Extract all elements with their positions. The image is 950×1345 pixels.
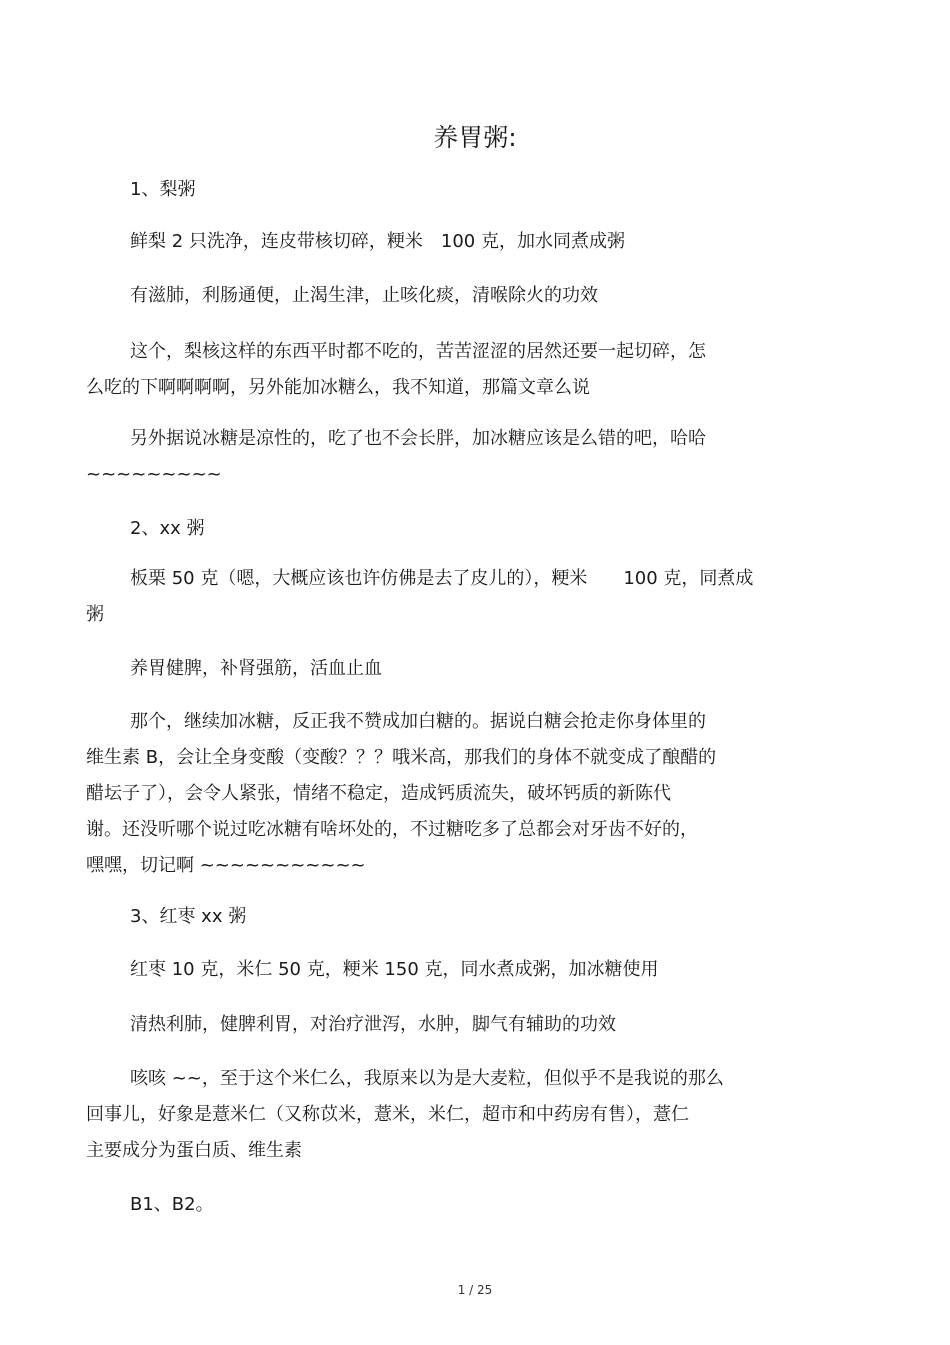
comment-3: 咳咳 ~~，至于这个米仁么，我原来以为是大麦粒，但似乎不是我说的那么 回事儿，好象是薏米仁（又称苡米，薏米，米仁，超市和中药房有售），薏仁 主要成分为蛋白质、维生素 xyxy=(86,1068,724,1161)
section-heading-1: 1、梨粥 xyxy=(130,179,196,200)
effect-3: 清热利肺，健脾利胃，对治疗泄泻，水肿，脚气有辅助的功效 xyxy=(130,1014,616,1035)
section-heading-3: 3、红枣 xx 粥 xyxy=(130,906,247,927)
comment-1: 这个，梨核这样的东西平时都不吃的，苦苦涩涩的居然还要一起切碎，怎 么吃的下啊啊啊啊，另外能加冰糖么，我不知道，那篇文章么说 xyxy=(86,341,706,398)
recipe-3: 红枣 10 克，米仁 50 克，粳米 150 克，同水煮成粥，加冰糖使用 xyxy=(130,959,659,980)
section-heading-2: 2、xx 粥 xyxy=(130,518,205,539)
recipe-2: 板栗 50 克（嗯，大概应该也许仿佛是去了皮儿的），粳米 100 克，同煮成 粥 xyxy=(86,568,754,625)
recipe-1: 鲜梨 2 只洗净，连皮带核切碎，粳米 100 克，加水同煮成粥 xyxy=(130,231,625,252)
comment-2: 那个，继续加冰糖，反正我不赞成加白糖的。据说白糖会抢走你身体里的 维生素 B，会让全身变酸（变酸？？？哦米高，那我们的身体不就变成了酿醋的 醋坛子了），会令人紧张，情绪不稳定，造成钙质流失，破坏钙质的新陈代 谢。还没听哪个说过吃冰糖有啥坏处的，不过糖吃多了总都会对牙齿不好的， 嘿嘿，切记啊 ~~~~~~~~~~~ xyxy=(86,711,717,876)
tail-3: B1、B2。 xyxy=(130,1194,214,1215)
page-title: 养胃粥: xyxy=(433,123,517,152)
effect-1: 有滋肺，利肠通便，止渴生津，止咳化痰，清喉除火的功效 xyxy=(130,285,598,306)
effect-2: 养胃健脾，补肾强筋，活血止血 xyxy=(130,658,382,679)
page-number: 1 / 25 xyxy=(457,1283,493,1297)
comment-1b: 另外据说冰糖是凉性的，吃了也不会长胖，加冰糖应该是么错的吧，哈哈 ~~~~~~~~~ xyxy=(86,428,706,485)
